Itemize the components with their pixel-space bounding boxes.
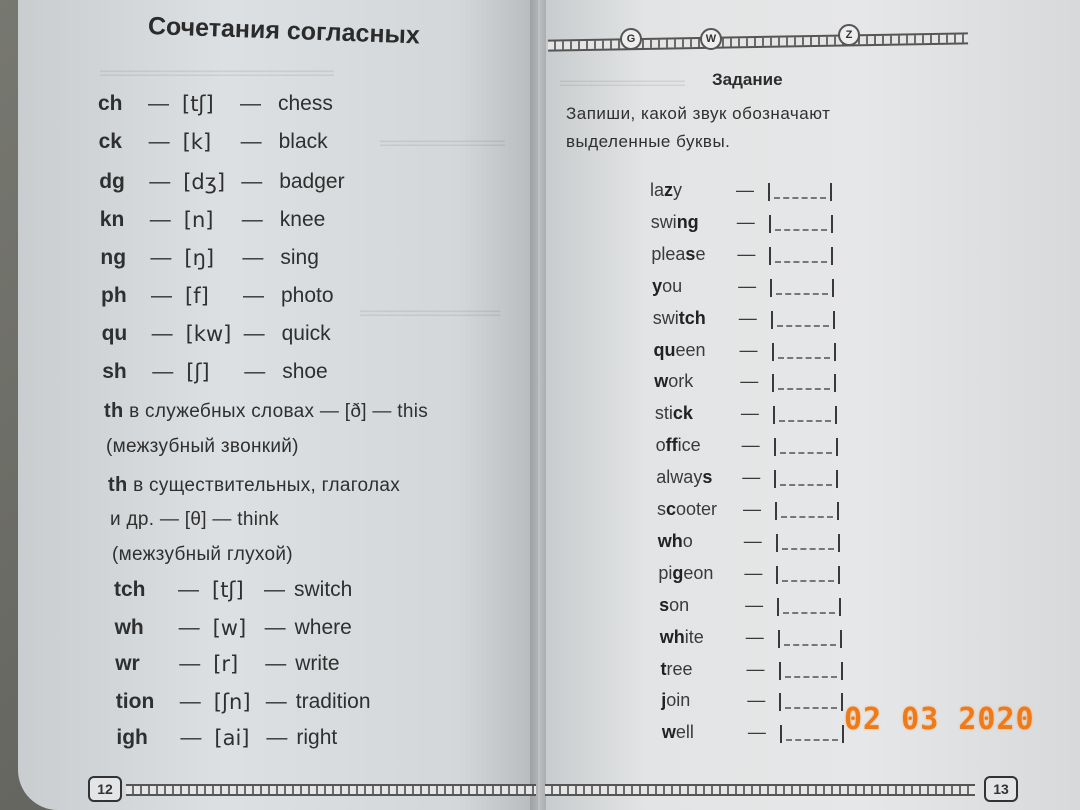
letters-combo: wh: [114, 616, 144, 639]
example-word: chess: [278, 92, 333, 115]
th-voiced-text: в служебных словах — [ð] — this: [129, 401, 429, 422]
th-voiceless-note: (межзубный глухой): [112, 544, 293, 565]
exercise-word: please: [651, 243, 706, 264]
ipa-transcription: [k]: [182, 130, 212, 154]
dash: —: [241, 170, 263, 193]
answer-blank[interactable]: [777, 598, 841, 616]
highlighted-letters: z: [664, 180, 674, 200]
example-word: tradition: [295, 690, 371, 713]
highlighted-letters: wh: [657, 530, 683, 551]
answer-blank[interactable]: [779, 662, 843, 680]
dash: —: [742, 467, 761, 488]
dash: —: [740, 371, 759, 392]
example-word: switch: [294, 578, 353, 601]
highlighted-letters: w: [661, 722, 676, 743]
dash: —: [151, 322, 173, 345]
answer-blank[interactable]: [774, 470, 838, 488]
ipa-transcription: [kw]: [185, 322, 232, 346]
highlighted-letters: w: [654, 371, 669, 392]
exercise-word: who: [657, 530, 693, 551]
answer-blank[interactable]: [779, 693, 843, 711]
highlighted-letters: ck: [672, 403, 693, 424]
ghost-text: ════════: [560, 70, 685, 95]
th-voiceless-text2: и др. — [θ] — think: [110, 509, 279, 530]
exercise-word: swing: [650, 211, 699, 232]
answer-blank[interactable]: [775, 502, 839, 520]
dash: —: [242, 246, 264, 269]
dash: —: [264, 578, 285, 601]
answer-blank[interactable]: [776, 534, 840, 552]
page-title: Сочетания согласных: [147, 12, 421, 50]
letters-combo: ph: [101, 284, 127, 307]
exercise-word: switch: [652, 307, 706, 328]
highlighted-letters: ng: [676, 211, 699, 232]
dash: —: [180, 726, 202, 749]
letters-combo: qu: [101, 322, 128, 345]
example-word: black: [278, 130, 328, 153]
letters-combo: wr: [115, 652, 140, 675]
dash: —: [740, 403, 759, 424]
dash: —: [179, 652, 201, 675]
exercise-word: son: [659, 594, 690, 615]
dash: —: [179, 690, 201, 713]
letters-combo: tion: [115, 690, 155, 713]
ipa-transcription: [f]: [185, 284, 209, 308]
highlighted-letters: s: [659, 594, 670, 615]
dash: —: [148, 92, 169, 115]
th-voiceless-line: [108, 474, 400, 497]
dash: —: [743, 499, 761, 519]
answer-blank[interactable]: [774, 438, 838, 456]
exercise-word: tree: [660, 658, 693, 679]
highlighted-letters: y: [652, 275, 663, 296]
date-stamp: 02 03 2020: [844, 702, 1035, 737]
letters-combo: ng: [100, 246, 127, 269]
example-word: write: [295, 652, 340, 675]
dash: —: [178, 616, 200, 639]
highlighted-letters: j: [661, 690, 667, 711]
exercise-word: scooter: [657, 499, 718, 519]
answer-blank[interactable]: [780, 725, 844, 743]
ghost-text: ════════: [380, 130, 505, 155]
dash: —: [736, 211, 755, 232]
letters-combo: kn: [99, 208, 125, 231]
rope-decoration: [126, 784, 536, 796]
dash: —: [264, 616, 286, 639]
highlighted-letters: c: [666, 499, 677, 519]
ipa-transcription: [ʃn]: [213, 690, 251, 714]
dash: —: [243, 284, 264, 307]
example-word: photo: [281, 284, 334, 307]
letters-combo: sh: [102, 360, 127, 383]
dash: —: [738, 275, 757, 296]
highlighted-letters: t: [660, 658, 667, 679]
th-voiced-line: [104, 400, 428, 423]
ghost-text: ═══════════════: [100, 60, 334, 85]
dash: —: [148, 130, 170, 153]
dash: —: [241, 208, 263, 231]
highlighted-letters: s: [685, 243, 696, 264]
dash: —: [739, 339, 758, 360]
ipa-transcription: [w]: [212, 616, 247, 640]
deco-letter-badge: Z: [838, 24, 860, 46]
dash: —: [240, 130, 262, 153]
exercise-word: you: [652, 275, 683, 296]
dash: —: [266, 726, 288, 749]
ipa-transcription: [n]: [183, 208, 214, 232]
dash: —: [744, 562, 763, 583]
answer-blank[interactable]: [773, 406, 837, 424]
exercise-word: always: [656, 467, 713, 488]
letters-combo: ch: [98, 92, 123, 115]
answer-blank[interactable]: [769, 247, 833, 265]
page-number-left: 12: [88, 776, 122, 802]
ipa-transcription: [ŋ]: [184, 246, 215, 270]
dash: —: [265, 652, 287, 675]
example-word: quick: [281, 322, 331, 345]
deco-letter-badge: W: [700, 28, 722, 50]
answer-blank[interactable]: [768, 183, 832, 201]
dash: —: [243, 322, 265, 345]
dash: —: [149, 208, 171, 231]
letters-combo: dg: [99, 170, 125, 193]
dash: —: [150, 246, 172, 269]
highlighted-letters: ff: [665, 435, 678, 456]
ipa-transcription: [dʒ]: [183, 170, 226, 194]
ipa-transcription: [r]: [213, 652, 239, 676]
example-word: where: [294, 616, 352, 639]
example-word: shoe: [282, 360, 328, 383]
deco-letter-badge: G: [620, 28, 642, 50]
answer-blank[interactable]: [770, 279, 834, 297]
dash: —: [746, 658, 765, 679]
exercise-word: office: [655, 435, 701, 456]
exercise-word: white: [659, 626, 704, 647]
dash: —: [747, 722, 766, 743]
ghost-text: ═════════: [360, 300, 501, 325]
th-letters: th: [104, 400, 124, 422]
dash: —: [240, 92, 261, 115]
dash: —: [151, 284, 172, 307]
exercise-word: well: [661, 722, 694, 743]
ipa-transcription: [ʃ]: [186, 360, 210, 384]
dash: —: [737, 243, 756, 264]
rope-decoration: [545, 784, 975, 796]
answer-blank[interactable]: [776, 566, 840, 584]
ipa-transcription: [tʃ]: [182, 92, 214, 116]
answer-blank[interactable]: [772, 374, 836, 392]
th-voiced-note: (межзубный звонкий): [106, 436, 299, 457]
dash: —: [738, 307, 757, 328]
dash: —: [736, 180, 754, 200]
dash: —: [747, 690, 766, 711]
letters-combo: igh: [116, 726, 148, 749]
answer-blank[interactable]: [769, 215, 833, 233]
dash: —: [745, 594, 764, 615]
dash: —: [743, 530, 762, 551]
answer-blank[interactable]: [771, 311, 835, 329]
example-word: sing: [280, 246, 319, 269]
answer-blank[interactable]: [772, 343, 836, 361]
dash: —: [745, 626, 764, 647]
dash: —: [152, 360, 174, 383]
book-spine: [530, 0, 546, 810]
dash: —: [741, 435, 760, 456]
highlighted-letters: qu: [653, 339, 676, 360]
dash: —: [178, 578, 199, 601]
dash: —: [244, 360, 266, 383]
answer-blank[interactable]: [778, 630, 842, 648]
highlighted-letters: g: [672, 562, 684, 583]
ipa-transcription: [ai]: [214, 726, 250, 750]
letters-combo: tch: [114, 578, 146, 601]
dash: —: [149, 170, 171, 193]
highlighted-letters: tch: [678, 307, 706, 328]
exercise-word: lazy: [650, 180, 683, 200]
example-word: badger: [279, 170, 345, 193]
dash: —: [265, 690, 287, 713]
letters-combo: ck: [98, 130, 122, 153]
exercise-word: pigeon: [658, 562, 714, 583]
highlighted-letters: wh: [659, 626, 685, 647]
example-word: knee: [279, 208, 326, 231]
exercise-word: stick: [654, 403, 693, 424]
task-title: Задание: [712, 70, 783, 89]
task-text: Запиши, какой звук обозначают выделенные буквы.: [566, 104, 831, 151]
exercise-word: queen: [653, 339, 706, 360]
page-number-right: 13: [984, 776, 1018, 802]
highlighted-letters: s: [702, 467, 713, 488]
th-voiceless-text: в существительных, глаголах: [133, 475, 401, 496]
ipa-transcription: [tʃ]: [212, 578, 244, 602]
th-letters: th: [108, 474, 128, 496]
exercise-word: work: [654, 371, 694, 392]
exercise-word: join: [661, 690, 691, 711]
example-word: right: [296, 726, 338, 749]
